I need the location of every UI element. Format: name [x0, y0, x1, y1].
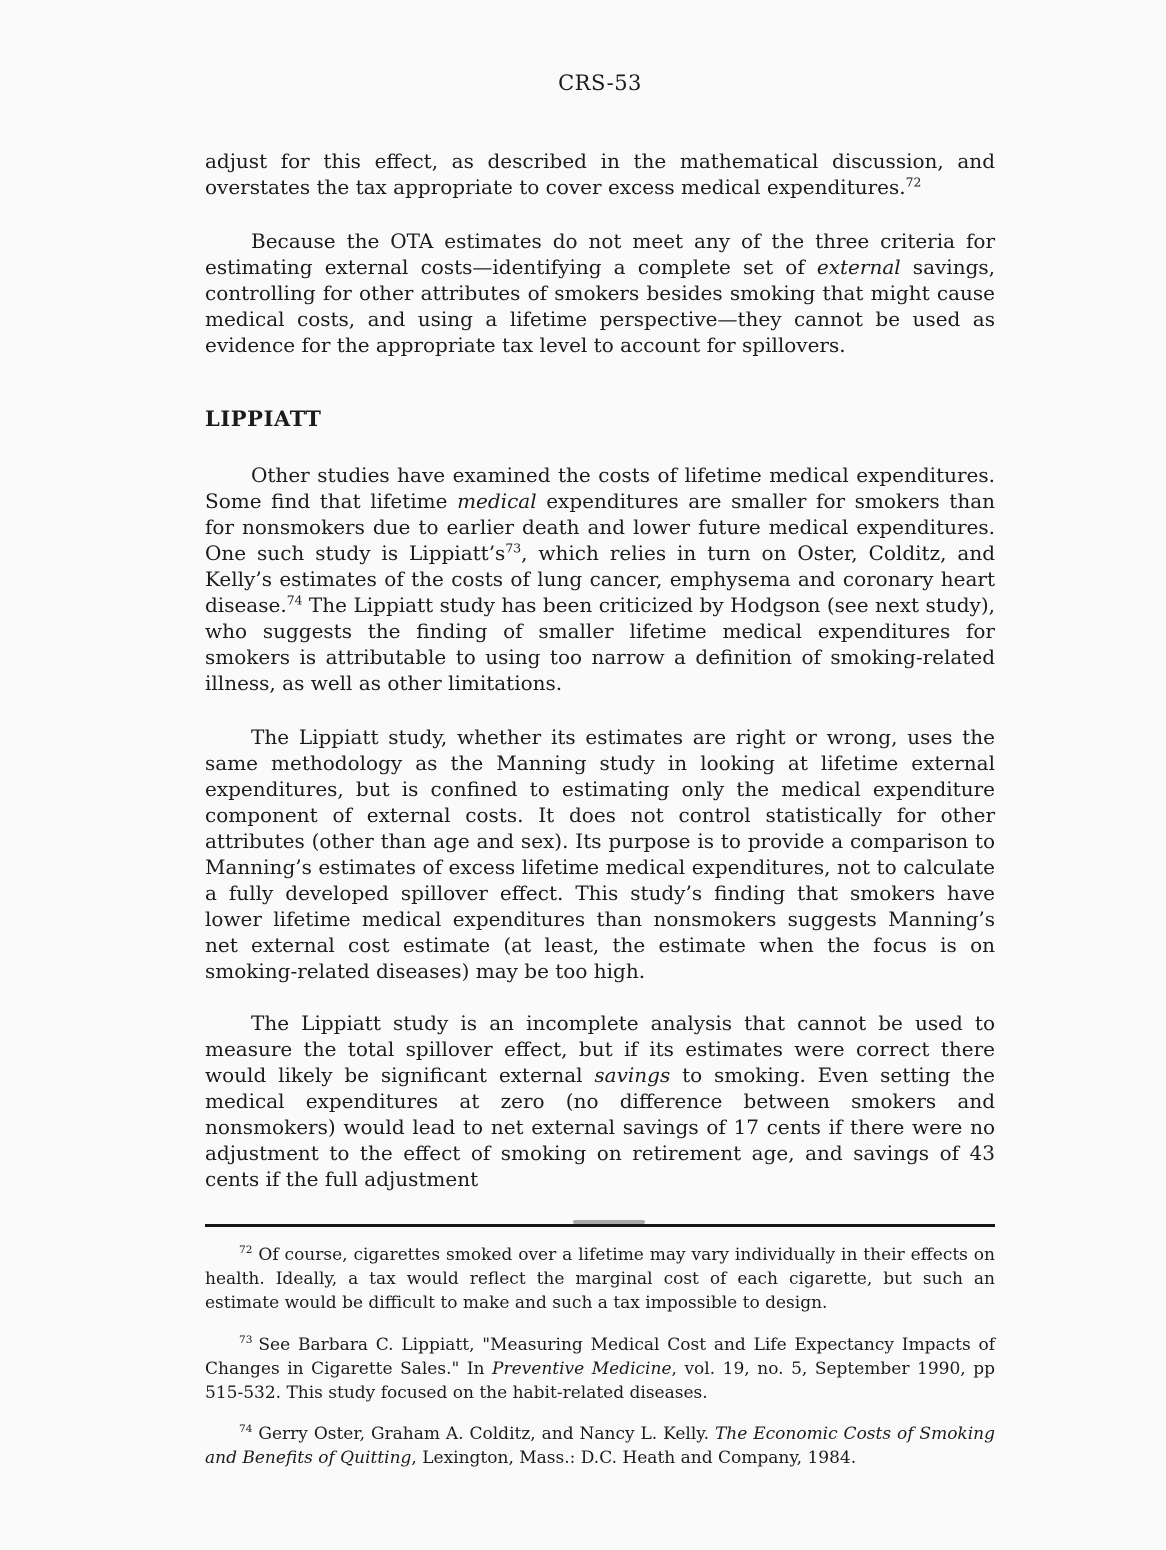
scan-smudge-artifact — [573, 1220, 645, 1224]
body-paragraph-continuation: adjust for this effect, as described in the mathematical discussion, and overstates the tax appropriate to cover excess medical expenditures.$^{72}$ — [205, 149, 995, 199]
footnote-72: $^{72}$ Of course, cigarettes smoked over a lifetime may vary individually in their effects on health. Ideally, a tax would reflect the marginal cost of each cigarette, but such an estimate would be difficult to make and such a tax impossible to design. — [205, 1244, 995, 1313]
page-number: CRS-53 — [558, 71, 642, 95]
footnote-74: $^{74}$ Gerry Oster, Graham A. Colditz, and Nancy L. Kelly. The Economic Costs of Smoking and Benefits of Quitting, Lexington, Mass.: D.C. Heath and Company, 1984. — [205, 1423, 996, 1468]
body-paragraph-other-studies: Other studies have examined the costs of lifetime medical expenditures. Some find that lifetime medical expenditures are smaller for smokers than for nonsmokers due to earlier death and lower future medical expenditures. One such study is $Lippiatt’s^{73}$, which relies in turn on Oster, Colditz, and Kelly’s estimates of the costs of lung cancer, emphysema and coronary heart disease.$^{74}$ The Lippiatt study has been criticized by Hodgson (see next study), who suggests the finding of smaller lifetime medical expenditures for smokers is attributable to using too narrow a definition of smoking-related illness, as well as other limitations. — [205, 463, 996, 695]
section-heading: LIPPIATT — [205, 406, 322, 431]
body-paragraph-incomplete: The Lippiatt study is an incomplete analysis that cannot be used to measure the total spillover effect, but if its estimates were correct there would likely be significant external savings to smoking. Even setting the medical expenditures at zero (no difference between smokers and nonsmokers) would lead to net external savings of 17 cents if there were no adjustment to the effect of smoking on retirement age, and savings of 43 cents if the full adjustment — [205, 1011, 995, 1191]
footnotes-section — [205, 1243, 995, 1470]
footnote-73: $^{73}$ See Barbara C. Lippiatt, "Measuring Medical Cost and Life Expectancy Impacts of Changes in Cigarette Sales." In Preventive Medicine, vol. 19, no. 5, September 1990, pp 515-532. This study focused on the habit-related diseases. — [205, 1334, 995, 1403]
body-paragraph-ota-criteria: Because the OTA estimates do not meet any of the three criteria for estimating external costs—identifying a complete set of external savings, controlling for other attributes of smokers besides smoking that might cause medical costs, and using a lifetime perspective—they cannot be used as evidence for the appropriate tax level to account for spillovers. — [205, 229, 995, 357]
footnote-divider — [205, 1224, 995, 1227]
text-column — [205, 0, 995, 1470]
body-paragraph-methodology: The Lippiatt study, whether its estimates are right or wrong, uses the same methodology as the Manning study in looking at lifetime external expenditures, but is confined to estimating only the medical expenditure component of external costs. It does not control statistically for other attributes (other than age and sex). Its purpose is to provide a comparison to Manning’s estimates of excess lifetime medical expenditures, not to calculate a fully developed spillover effect. This study’s finding that smokers have lower lifetime medical expenditures than nonsmokers suggests Manning’s net external cost estimate (at least, the estimate when the focus is on smoking-related diseases) may be too high. — [205, 725, 995, 983]
